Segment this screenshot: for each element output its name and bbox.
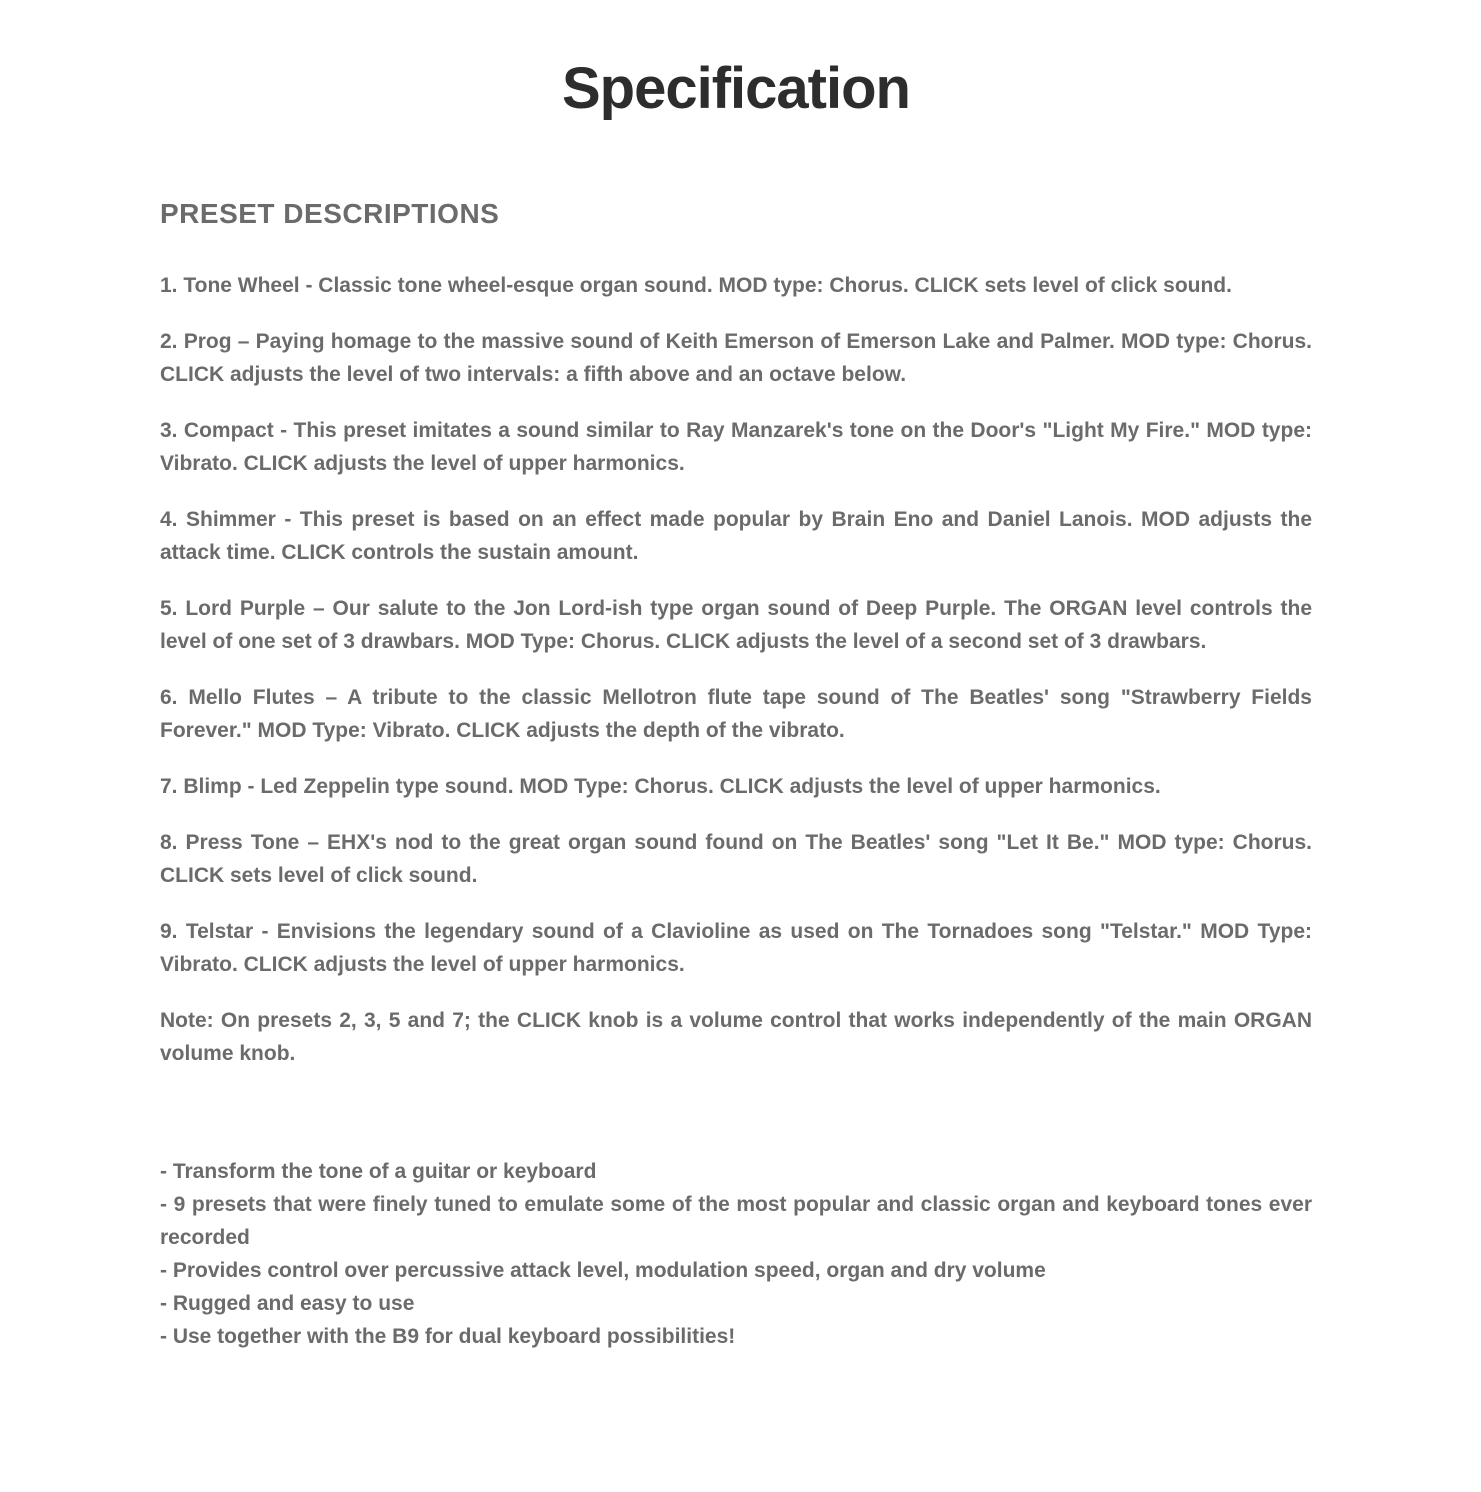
page-title: Specification xyxy=(562,56,910,121)
preset-description-1: 1. Tone Wheel - Classic tone wheel-esque organ sound. MOD type: Chorus. CLICK sets level of click sound. xyxy=(160,273,1232,297)
preset-description-2: 2. Prog – Paying homage to the massive sound of Keith Emerson of Emerson Lake and Palmer. MOD type: Chorus. CLICK adjusts the level of two intervals: a fifth above and an octave below. xyxy=(160,329,1312,386)
feature-item-2: - 9 presets that were finely tuned to emulate some of the most popular and classic organ and keyboard tones ever recorded xyxy=(160,1192,1312,1249)
preset-description-8: 8. Press Tone – EHX's nod to the great organ sound found on The Beatles' song "Let It Be." MOD type: Chorus. CLICK sets level of click sound. xyxy=(160,830,1312,887)
preset-note: Note: On presets 2, 3, 5 and 7; the CLICK knob is a volume control that works independently of the main ORGAN volume knob. xyxy=(160,1008,1312,1065)
feature-item-5: - Use together with the B9 for dual keyboard possibilities! xyxy=(160,1324,736,1348)
feature-item-4: - Rugged and easy to use xyxy=(160,1291,415,1315)
preset-description-6: 6. Mello Flutes – A tribute to the classic Mellotron flute tape sound of The Beatles' song "Strawberry Fields Forever." MOD Type: Vibrato. CLICK adjusts the depth of the vibrato. xyxy=(160,685,1312,742)
preset-description-3: 3. Compact - This preset imitates a sound similar to Ray Manzarek's tone on the Door's "Light My Fire." MOD type: Vibrato. CLICK adjusts the level of upper harmonics. xyxy=(160,418,1312,475)
preset-description-7: 7. Blimp - Led Zeppelin type sound. MOD Type: Chorus. CLICK adjusts the level of upper harmonics. xyxy=(160,774,1161,798)
feature-item-3: - Provides control over percussive attack level, modulation speed, organ and dry volume xyxy=(160,1258,1046,1282)
feature-item-1: - Transform the tone of a guitar or keyboard xyxy=(160,1159,597,1183)
section-heading: PRESET DESCRIPTIONS xyxy=(160,197,500,229)
preset-description-4: 4. Shimmer - This preset is based on an effect made popular by Brain Eno and Daniel Lanois. MOD adjusts the attack time. CLICK controls the sustain amount. xyxy=(160,507,1312,564)
section-spacer xyxy=(160,1093,1312,1155)
preset-description-9: 9. Telstar - Envisions the legendary sound of a Clavioline as used on The Tornadoes song "Telstar." MOD Type: Vibrato. CLICK adjusts the level of upper harmonics. xyxy=(160,919,1312,976)
preset-description-5: 5. Lord Purple – Our salute to the Jon Lord-ish type organ sound of Deep Purple. The ORGAN level controls the level of one set of 3 drawbars. MOD Type: Chorus. CLICK adjusts the level of a second set of 3 drawbars. xyxy=(160,596,1312,653)
